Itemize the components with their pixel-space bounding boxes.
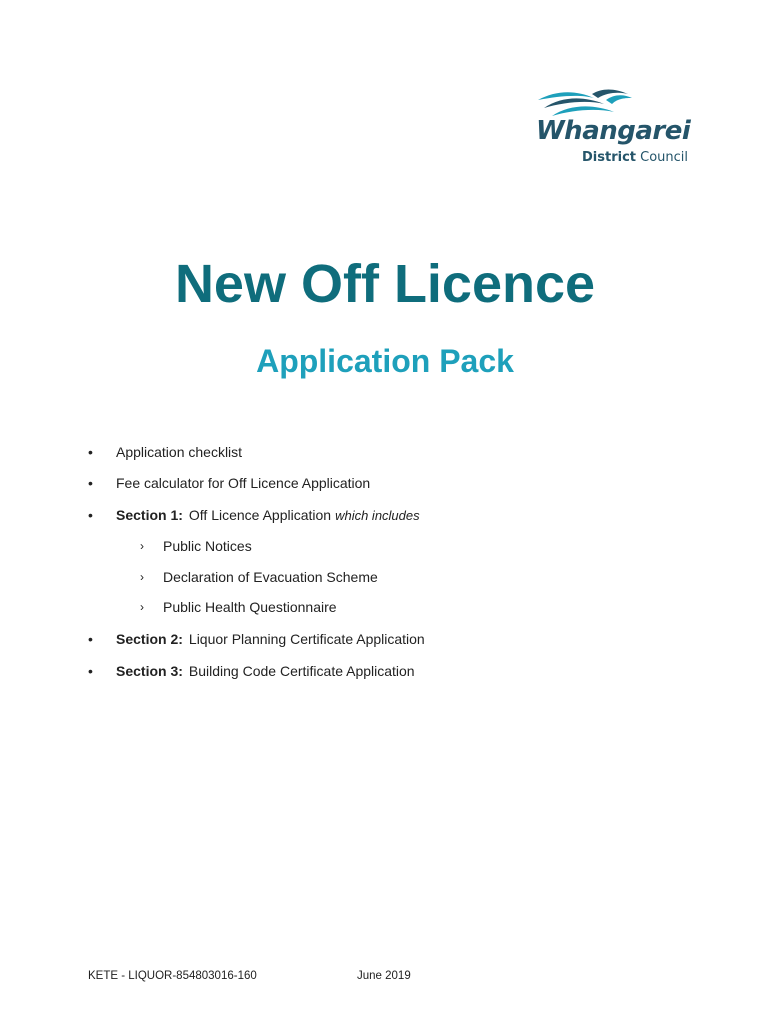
list-item-text <box>116 505 420 526</box>
list-item-text <box>116 442 242 462</box>
item-note: which includes <box>335 508 420 523</box>
item-text: Off Licence Application <box>188 507 332 523</box>
section-label: Section 3: <box>116 663 183 679</box>
page-subtitle: Application Pack <box>256 343 514 379</box>
item-text: Liquor Planning Certificate Application <box>188 631 425 647</box>
bullet-icon: • <box>88 507 93 523</box>
page-title: New Off Licence <box>174 254 596 314</box>
item-text: Application checklist <box>116 444 243 460</box>
document-date: June 2019 <box>357 970 411 982</box>
council-logo <box>536 86 696 176</box>
list-item-text <box>116 661 415 681</box>
bullet-icon: • <box>88 631 93 647</box>
bullet-icon: • <box>88 475 93 491</box>
chevron-right-icon: › <box>140 539 144 553</box>
chevron-right-icon: › <box>140 600 144 614</box>
item-text: Fee calculator for Off Licence Application <box>116 475 371 491</box>
list-item-text <box>116 473 370 493</box>
sub-item-text: Declaration of Evacuation Scheme <box>163 569 378 585</box>
sub-item-text: Public Notices <box>163 538 252 554</box>
item-text: Building Code Certificate Application <box>188 663 415 679</box>
sub-item-text: Public Health Questionnaire <box>163 599 337 615</box>
logo-wordmark: Whangarei <box>536 116 691 146</box>
chevron-right-icon: › <box>140 570 144 584</box>
bullet-icon: • <box>88 444 93 460</box>
logo-subtitle <box>582 150 688 165</box>
logo-sub-regular: Council <box>640 150 689 165</box>
list-item-text <box>116 629 425 649</box>
section-label: Section 2: <box>116 631 183 647</box>
logo-sub-bold: District <box>582 150 636 165</box>
bullet-icon: • <box>88 663 93 679</box>
document-reference: KETE - LIQUOR-854803016-160 <box>88 970 257 982</box>
wave-logo-icon <box>536 86 636 120</box>
section-label: Section 1: <box>116 507 183 523</box>
